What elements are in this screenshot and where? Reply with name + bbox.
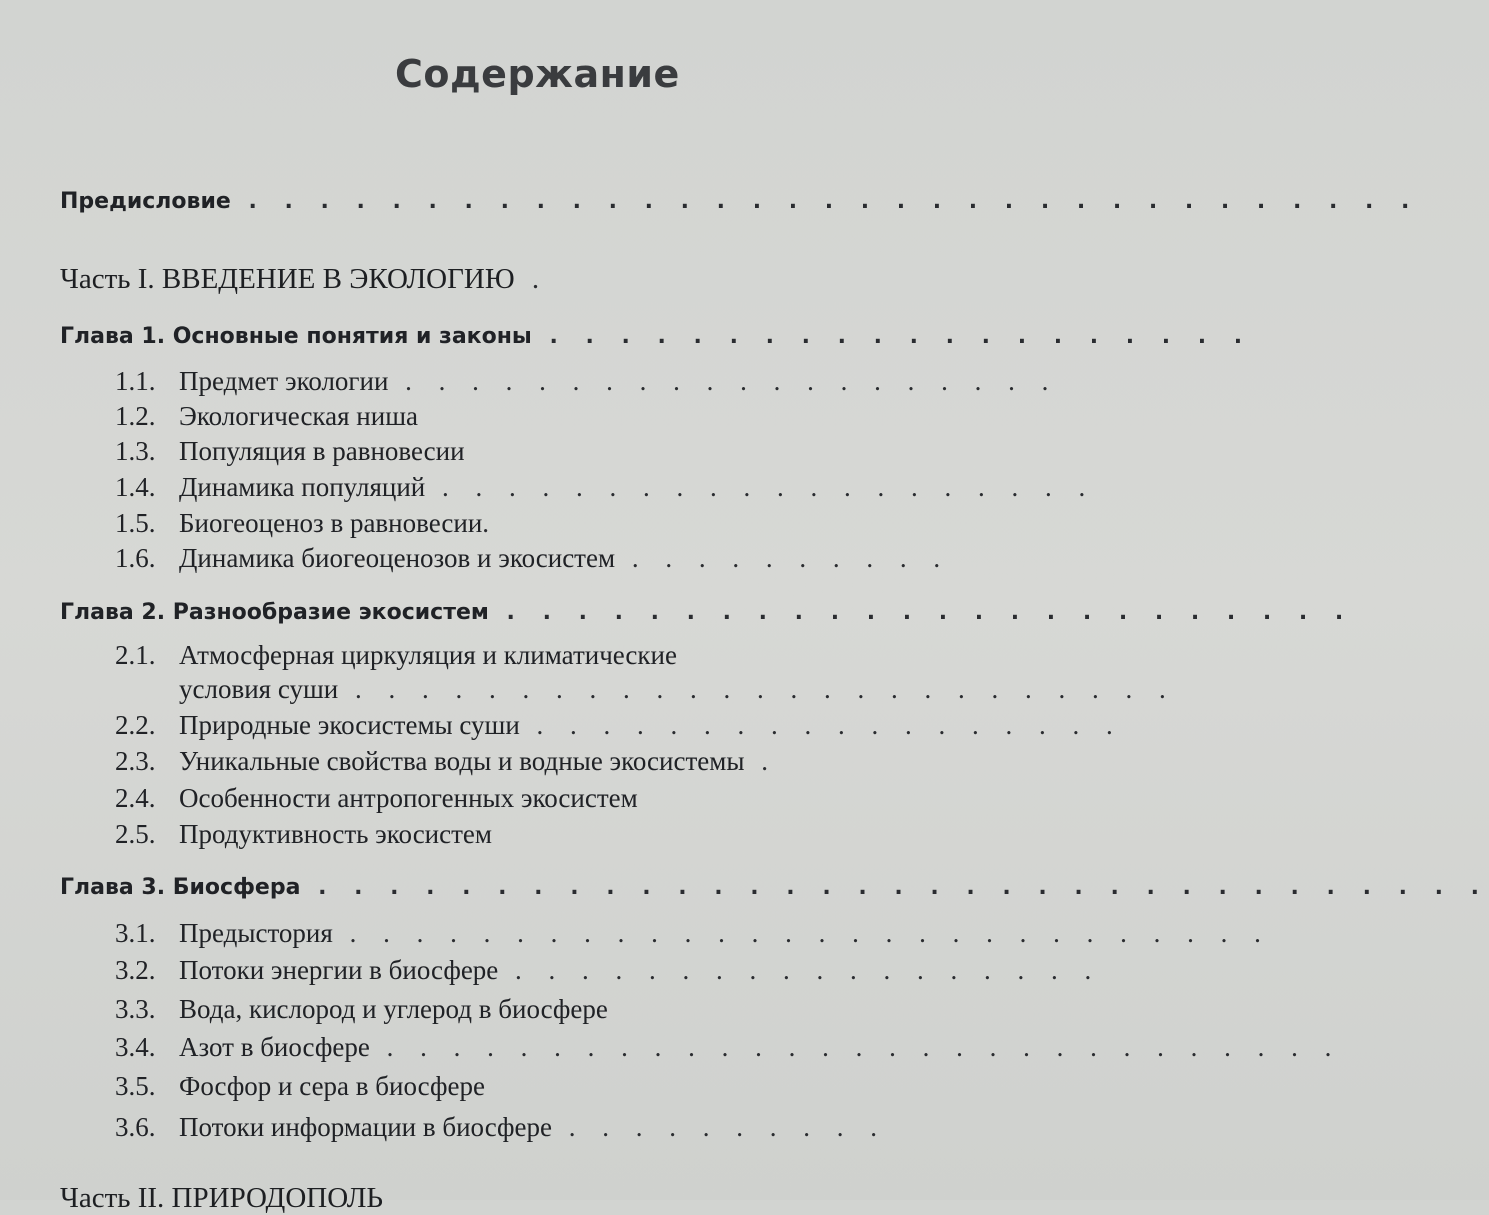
toc-chapter-1: Глава 1. Основные понятия и законы . . . . . . . . . . . . . . . . . . . .: [60, 324, 1253, 349]
page-title: Содержание: [395, 52, 680, 96]
toc-chapter-2: Глава 2. Разнообразие экосистем . . . . . . . . . . . . . . . . . . . . . . . .: [60, 600, 1354, 625]
toc-item: 1.3. Популяция в равновесии: [115, 436, 465, 466]
toc-chapter-3: Глава 3. Биосфера . . . . . . . . . . . . . . . . . . . . . . . . . . . . . . . . .: [60, 875, 1489, 900]
toc-item: 3.3. Вода, кислород и углерод в биосфере: [115, 994, 608, 1024]
toc-item: 1.2. Экологическая ниша: [115, 401, 418, 431]
toc-preface: Предисловие . . . . . . . . . . . . . . . . . . . . . . . . . . . . . . . . .: [60, 189, 1420, 214]
toc-chapter-1-label: Глава 1. Основные понятия и законы: [60, 324, 532, 349]
toc-item: 2.5. Продуктивность экосистем: [115, 819, 492, 849]
toc-item: 1.5. Биогеоценоз в равновесии.: [115, 508, 500, 538]
toc-item: 2.4. Особенности антропогенных экосистем: [115, 783, 638, 813]
toc-item: 3.2. Потоки энергии в биосфере . . . . . . . . . . . . . . . . . .: [115, 955, 1102, 985]
toc-item-continuation: условия суши . . . . . . . . . . . . . . . . . . . . . . . . .: [179, 674, 1176, 704]
toc-chapter-2-label: Глава 2. Разнообразие экосистем: [60, 600, 489, 625]
toc-preface-label: Предисловие: [60, 189, 231, 214]
toc-item: 2.3. Уникальные свойства воды и водные экосистемы .: [115, 746, 778, 776]
toc-item: 2.2. Природные экосистемы суши . . . . . . . . . . . . . . . . . .: [115, 710, 1123, 740]
toc-part-1: Часть I. ВВЕДЕНИЕ В ЭКОЛОГИЮ .: [60, 263, 550, 295]
toc-item: 3.6. Потоки информации в биосфере . . . . . . . . . .: [115, 1112, 888, 1142]
toc-chapter-3-label: Глава 3. Биосфера: [60, 875, 301, 900]
toc-item: 3.5. Фосфор и сера в биосфере: [115, 1071, 485, 1101]
toc-part-2-partial: Часть II. ПРИРОДОПОЛЬ: [60, 1182, 384, 1214]
toc-item: 2.1. Атмосферная циркуляция и климатические: [115, 640, 677, 670]
toc-item: 1.1. Предмет экологии . . . . . . . . . . . . . . . . . . . .: [115, 366, 1059, 396]
toc-part-1-label: Часть I. ВВЕДЕНИЕ В ЭКОЛОГИЮ: [60, 263, 515, 295]
toc-item: 3.4. Азот в биосфере . . . . . . . . . . . . . . . . . . . . . . . . . . . . .: [115, 1032, 1342, 1062]
toc-item: 1.6. Динамика биогеоценозов и экосистем . . . . . . . . . .: [115, 543, 951, 573]
toc-item: 3.1. Предыстория . . . . . . . . . . . . . . . . . . . . . . . . . . . .: [115, 918, 1271, 948]
toc-item: 1.4. Динамика популяций . . . . . . . . . . . . . . . . . . . .: [115, 472, 1096, 502]
